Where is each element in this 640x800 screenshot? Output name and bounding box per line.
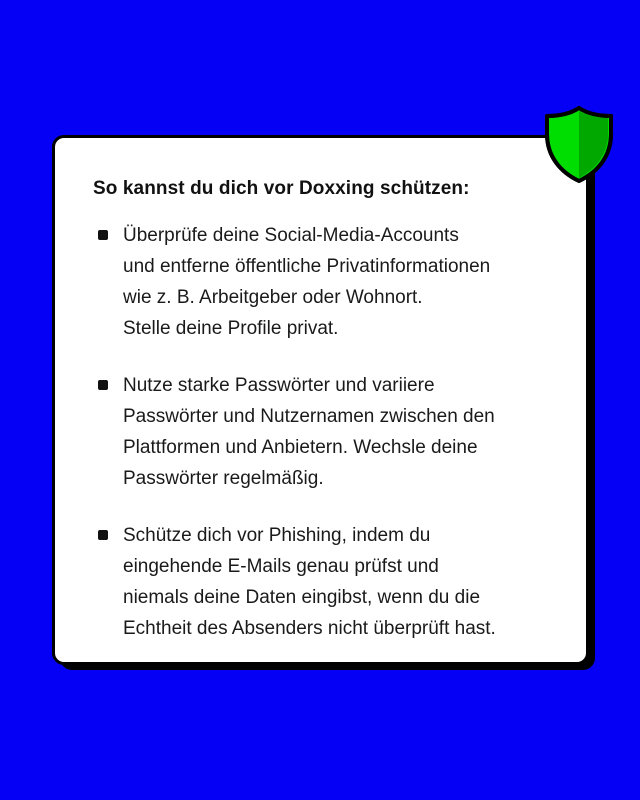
tip-line: Passwörter und Nutzernamen zwischen den — [123, 406, 495, 427]
tip-line: Passwörter regelmäßig. — [123, 468, 324, 489]
bullet-square-icon — [98, 530, 108, 540]
tip-line: niemals deine Daten eingibst, wenn du die — [123, 587, 481, 608]
tip-line: Echtheit des Absenders nicht überprüft hast. — [123, 618, 496, 639]
tip-line: eingehende E-Mails genau prüfst und — [123, 556, 439, 577]
tip-line: Stelle deine Profile privat. — [123, 318, 339, 339]
tips-list — [95, 220, 565, 670]
tip-line: und entferne öffentliche Privatinformationen — [123, 256, 491, 277]
bullet-square-icon — [98, 230, 108, 240]
tip-item — [95, 520, 565, 644]
tip-line: wie z. B. Arbeitgeber oder Wohnort. — [123, 287, 423, 308]
shield-icon — [542, 104, 616, 184]
tip-line: Plattformen und Anbietern. Wechsle deine — [123, 437, 478, 458]
tip-item — [95, 370, 565, 494]
tip-line: Schütze dich vor Phishing, indem du — [123, 525, 431, 546]
tip-line: Nutze starke Passwörter und variiere — [123, 375, 435, 396]
bullet-square-icon — [98, 380, 108, 390]
tip-line: Überprüfe deine Social-Media-Accounts — [123, 225, 459, 246]
tips-card — [52, 135, 589, 665]
tip-item — [95, 220, 565, 344]
card-title: So kannst du dich vor Doxxing schützen: — [93, 178, 470, 199]
